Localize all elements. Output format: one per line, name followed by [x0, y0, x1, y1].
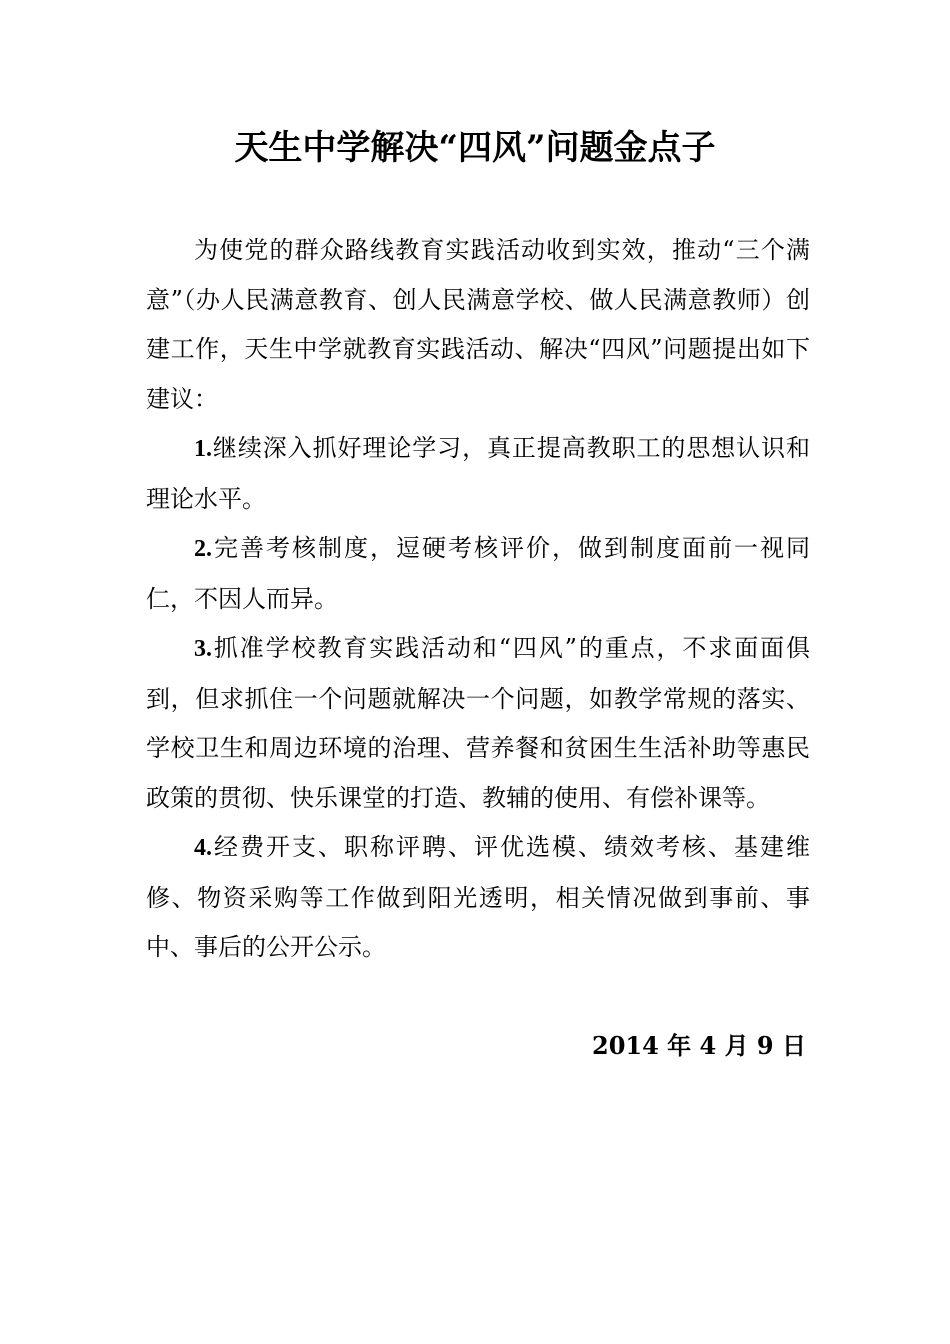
suggestion-number: 4. [194, 835, 212, 861]
suggestion-text: 完善考核制度，逗硬考核评价，做到制度面前一视同仁，不因人而异。 [146, 534, 810, 613]
suggestion-text: 经费开支、职称评聘、评优选模、绩效考核、基建维修、物资采购等工作做到阳光透明，相关情况做到事前、事中、事后的公开公示。 [146, 833, 810, 961]
suggestion-text: 抓准学校教育实践活动和“四风”的重点，不求面面俱到，但求抓住一个问题就解决一个问题，如教学常规的落实、学校卫生和周边环境的治理、营养餐和贫困生生活补助等惠民政策的贯彻、快乐课堂的打造、教辅的使用、有偿补课等。 [146, 634, 810, 812]
document-title: 天生中学解决“四风”问题金点子 [234, 128, 716, 168]
suggestion-text: 继续深入抓好理论学习，真正提高教职工的思想认识和理论水平。 [146, 434, 810, 513]
suggestion-number: 2. [194, 536, 212, 562]
intro-paragraph: 为使党的群众路线教育实践活动收到实效，推动“三个满意”（办人民满意教育、创人民满意学校、做人民满意教师）创建工作，天生中学就教育实践活动、解决“四风”问题提出如下建议： [146, 236, 810, 413]
document-date: 2014 年 4 月 9 日 [592, 1031, 806, 1060]
suggestion-number: 1. [194, 436, 212, 462]
document-body [146, 226, 810, 973]
suggestion-number: 3. [194, 636, 212, 662]
suggestion-item-3 [146, 624, 810, 823]
suggestion-item-4 [146, 823, 810, 973]
suggestion-item-2 [146, 524, 810, 624]
suggestion-item-1 [146, 424, 810, 524]
